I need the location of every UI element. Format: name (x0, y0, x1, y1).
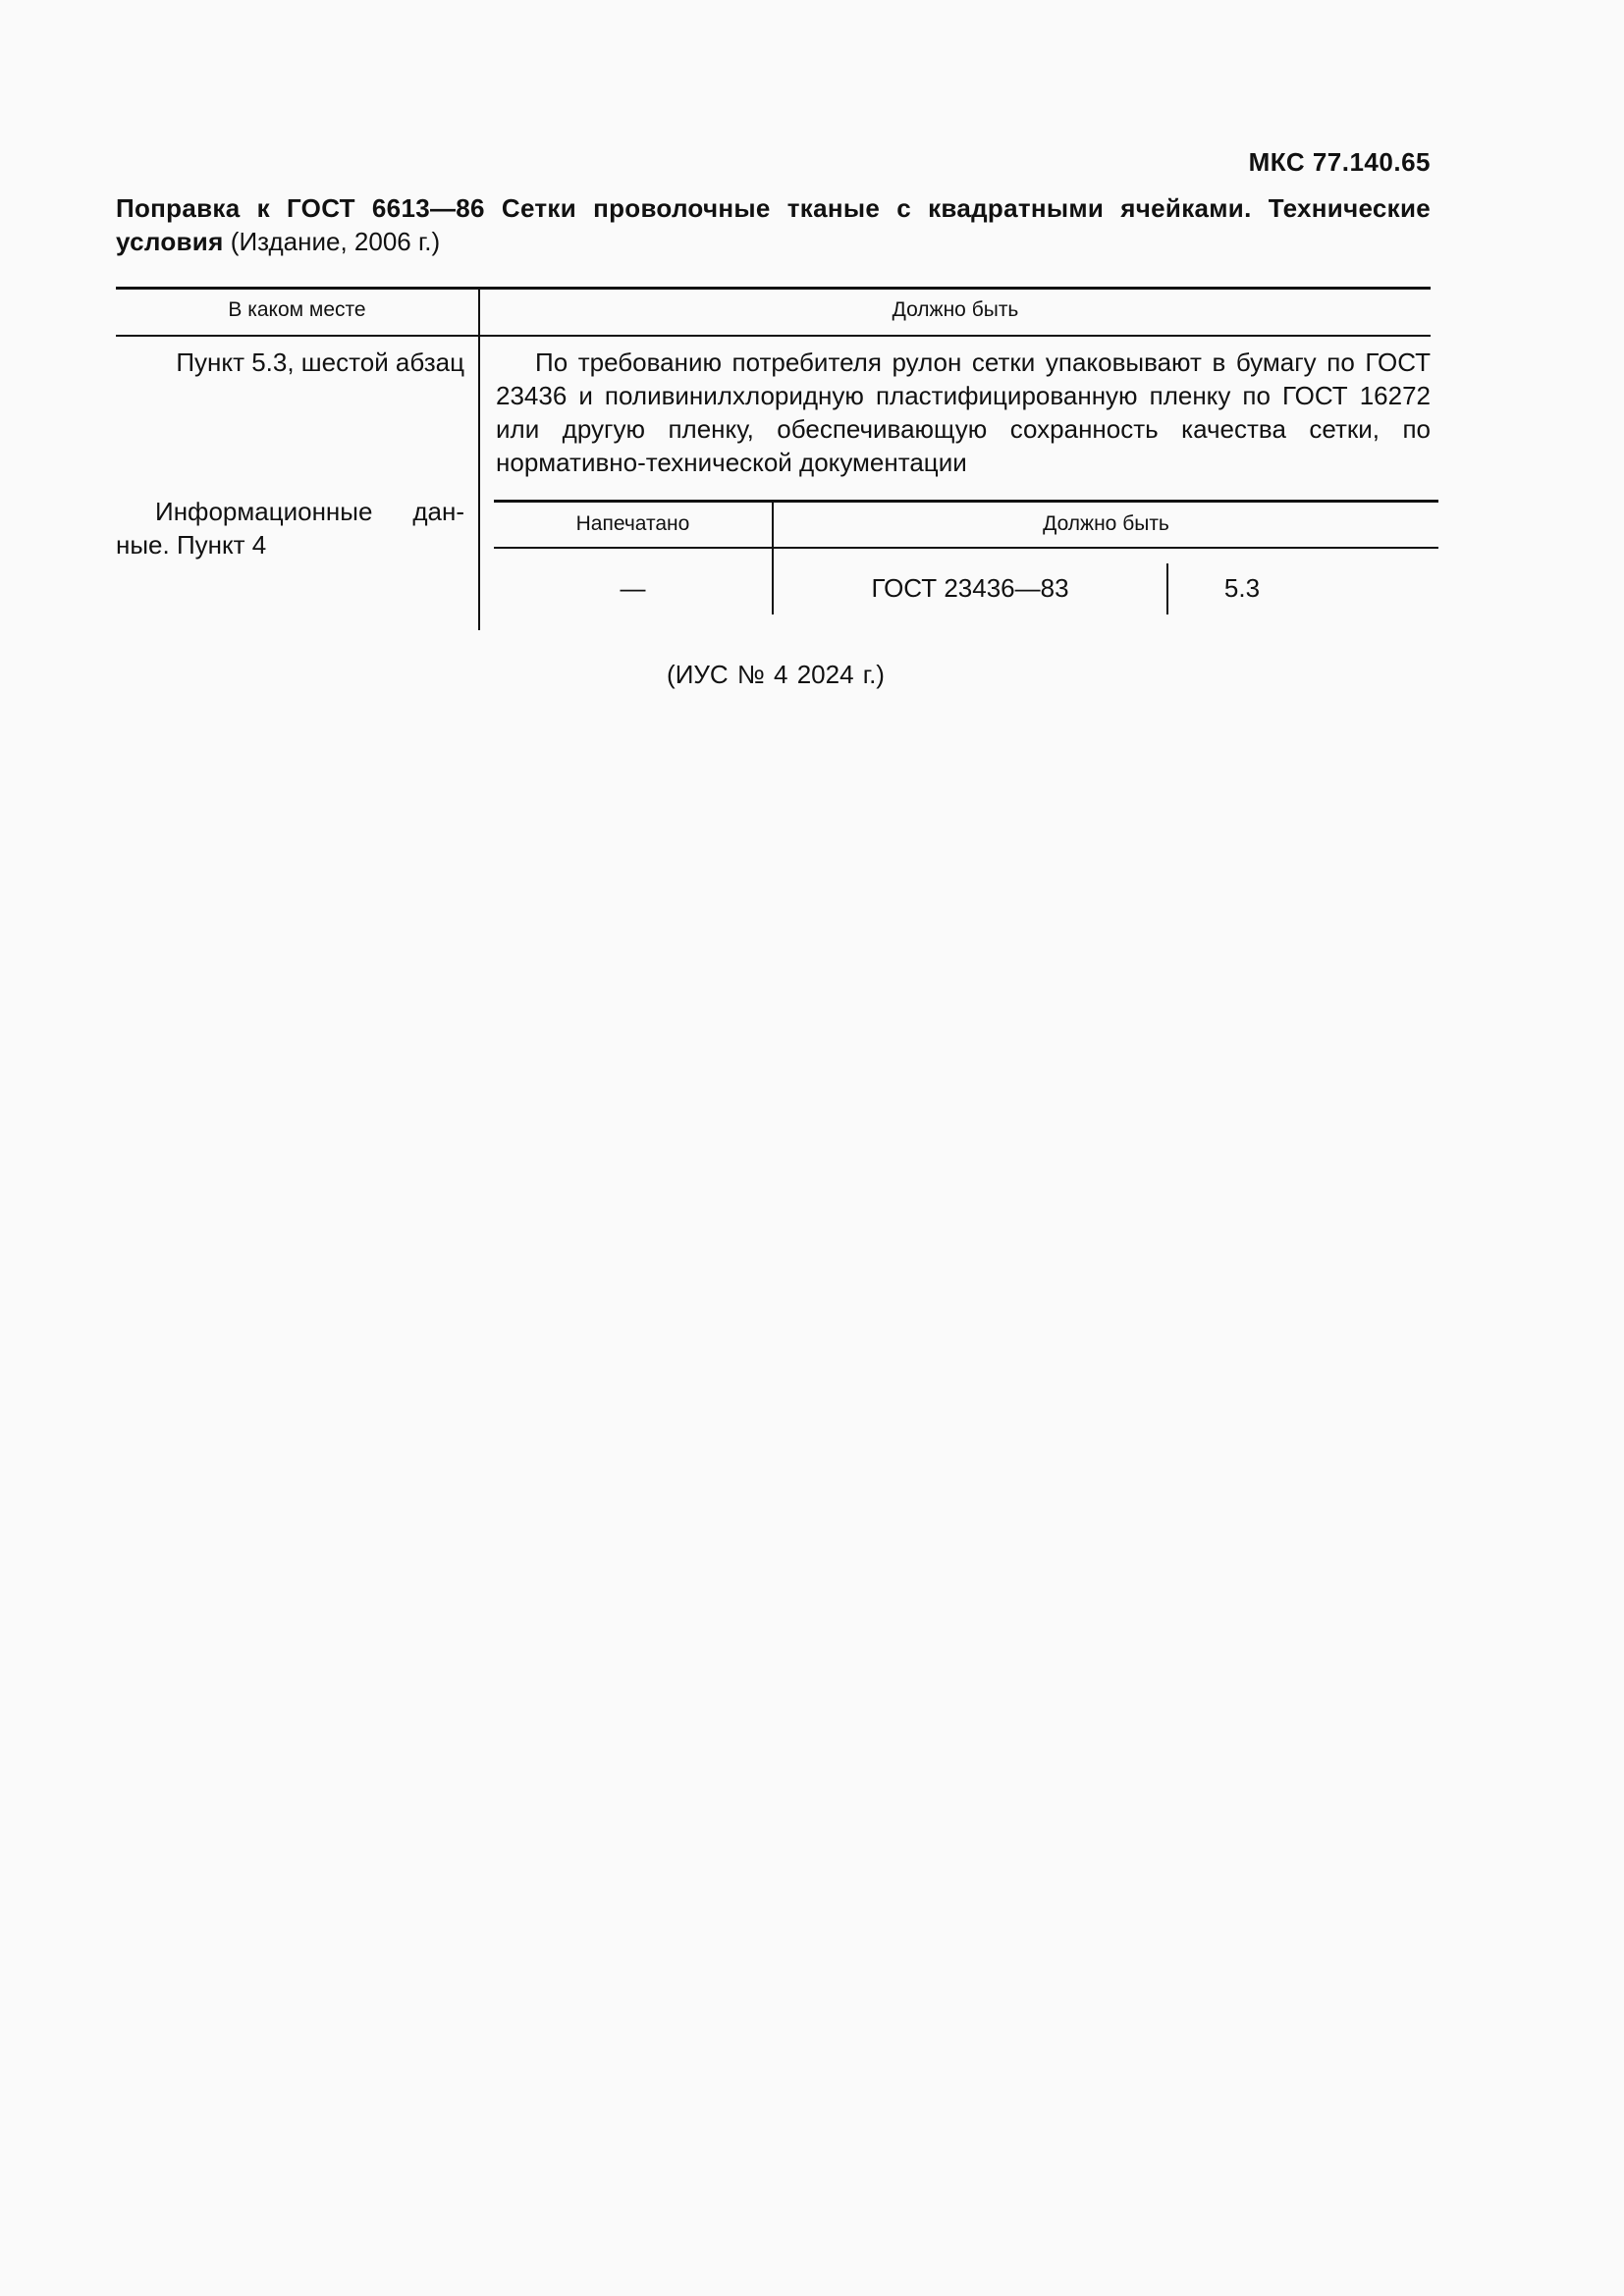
mks-code: МКС 77.140.65 (1248, 147, 1431, 177)
title-bold: Поправка к ГОСТ 6613—86 Сетки проволочные тканые с квадратными ячейками. Технические условия (116, 193, 1431, 256)
column-header-where: В каком месте (228, 298, 366, 321)
row1-where: Пункт 5.3, шестой абзац (176, 347, 464, 377)
inner-cell-printed: — (620, 573, 646, 603)
row2-where: Информационные дан-ные. Пункт 4 (116, 497, 464, 560)
row1-should-be: По требованию потребителя рулон сетки упаковывают в бумагу по ГОСТ 23436 и поливинилхлоридную пластифицированную пленку по ГОСТ 16272 или другую пленку, обеспечивающую сохранность качества сетки, по нормативно-технической документации (496, 347, 1431, 477)
column-header-should-be: Должно быть (892, 298, 1019, 321)
inner-table-header-rule (494, 547, 1438, 549)
ius-reference: (ИУС № 4 2024 г.) (667, 660, 885, 689)
table-top-rule (116, 287, 1431, 290)
table-header-rule (116, 335, 1431, 337)
inner-cell-should-be-clause: 5.3 (1223, 573, 1261, 603)
title-edition: (Издание, 2006 г.) (223, 227, 441, 256)
inner-header-should-be: Должно быть (1043, 512, 1169, 535)
table-column-divider (478, 289, 480, 630)
inner-cell-should-be-ref: ГОСТ 23436—83 (871, 573, 1069, 603)
document-title (116, 191, 1431, 258)
inner-header-printed: Напечатано (575, 512, 690, 535)
inner-table-top-rule (494, 500, 1438, 503)
